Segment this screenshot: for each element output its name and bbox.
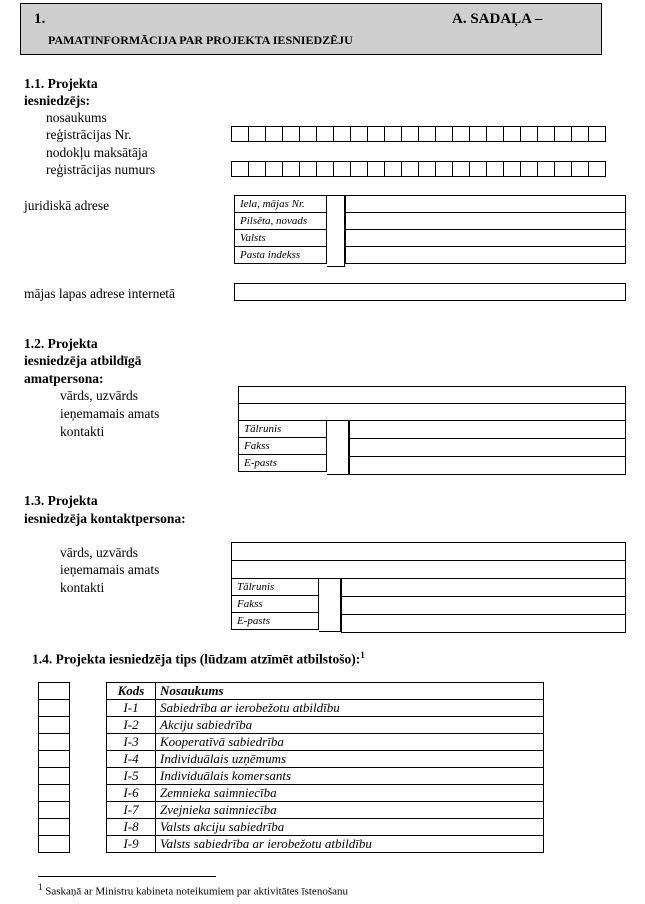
s12-title-line1: 1.2. Projekta (24, 336, 98, 351)
country-input[interactable] (345, 229, 626, 247)
table-row (107, 785, 544, 802)
phone-label: Tālrunis (231, 578, 319, 596)
type-code: I-3 (107, 734, 156, 751)
table-header-row (107, 683, 544, 700)
country-label: Valsts (234, 229, 327, 247)
official-contact-inputs (349, 420, 626, 475)
footnote-divider (38, 876, 216, 877)
checkbox-i1[interactable] (39, 700, 70, 717)
s13-title-line2: iesniedzēja kontaktpersona: (24, 511, 186, 526)
s11-title-line2: iesniedzējs: (24, 93, 90, 108)
official-position-label: ieņemamais amats (60, 406, 160, 421)
street-label: Iela, mājas Nr. (234, 195, 327, 213)
contact-name-input[interactable] (231, 542, 626, 561)
checkbox-i4[interactable] (39, 751, 70, 768)
type-name: Valsts sabiedrība ar ierobežotu atbildību (156, 836, 544, 853)
type-name: Valsts akciju sabiedrība (156, 819, 544, 836)
checkbox-i9[interactable] (39, 836, 70, 853)
fax-label: Fakss (238, 437, 327, 455)
contact-contact-labels (231, 578, 319, 630)
tax-nr-digit-boxes[interactable] (231, 161, 605, 177)
checkbox-header (39, 683, 70, 700)
official-contacts-label: kontakti (60, 424, 105, 439)
contact-position-label: ieņemamais amats (60, 562, 160, 577)
s13-title-line1: 1.3. Projekta (24, 493, 98, 508)
table-row (107, 802, 544, 819)
footnote (38, 882, 348, 898)
type-code: I-7 (107, 802, 156, 819)
website-label: mājas lapas adrese internetā (24, 286, 176, 301)
city-input[interactable] (345, 212, 626, 230)
s12-title-line2: iesniedzēja atbildīgā (24, 353, 142, 368)
table-row (107, 768, 544, 785)
official-fax-input[interactable] (349, 438, 626, 457)
contact-contact-inputs (341, 578, 626, 633)
s11-title-line1: 1.1. Projekta (24, 76, 98, 91)
type-name: Individuālais uzņēmums (156, 751, 544, 768)
postcode-input[interactable] (345, 246, 626, 264)
street-input[interactable] (345, 195, 626, 213)
section-subtitle: PAMATINFORMĀCIJA PAR PROJEKTA IESNIEDZĒJU (48, 33, 353, 47)
type-name: Akciju sabiedrība (156, 717, 544, 734)
type-name: Kooperatīvā sabiedrība (156, 734, 544, 751)
address-inputs (345, 195, 626, 264)
col-name: Nosaukums (156, 683, 544, 700)
reg-nr-digit-boxes[interactable] (231, 126, 605, 142)
contact-fax-input[interactable] (341, 596, 626, 615)
type-code: I-6 (107, 785, 156, 802)
official-position-input[interactable] (238, 403, 626, 421)
checkbox-i2[interactable] (39, 717, 70, 734)
name-label: nosaukums (46, 110, 107, 125)
fax-label: Fakss (231, 595, 319, 613)
table-row (107, 700, 544, 717)
contact-email-input[interactable] (341, 614, 626, 633)
official-contact-labels (238, 420, 327, 472)
checkbox-i6[interactable] (39, 785, 70, 802)
type-checkboxes (38, 682, 70, 853)
checkbox-i7[interactable] (39, 802, 70, 819)
type-code: I-5 (107, 768, 156, 785)
official-name-label: vārds, uzvārds (60, 388, 138, 403)
checkbox-i8[interactable] (39, 819, 70, 836)
type-name: Sabiedrība ar ierobežotu atbildību (156, 700, 544, 717)
contact-phone-input[interactable] (341, 578, 626, 597)
official-email-input[interactable] (349, 456, 626, 475)
contact-name-label: vārds, uzvārds (60, 545, 138, 560)
section-title: A. SADAĻA – (452, 11, 543, 27)
contact-position-input[interactable] (231, 560, 626, 579)
type-code: I-1 (107, 700, 156, 717)
legal-address-label: juridiskā adrese (24, 198, 110, 213)
col-code: Kods (107, 683, 156, 700)
table-row (107, 836, 544, 853)
reg-nr-label: reģistrācijas Nr. (46, 127, 132, 142)
official-phone-input[interactable] (349, 420, 626, 439)
s14-title: 1.4. Projekta iesniedzēja tips (lūdzam atzīmēt atbilstošo):$^1$ (32, 650, 365, 667)
website-input[interactable] (234, 283, 626, 301)
table-row (107, 819, 544, 836)
s12-title-line3: amatpersona: (24, 371, 104, 386)
type-code: I-4 (107, 751, 156, 768)
official-name-input[interactable] (238, 386, 626, 404)
type-name: Individuālais komersants (156, 768, 544, 785)
footnote-mark: 1 (38, 882, 43, 892)
type-table (106, 682, 544, 853)
footnote-ref: 1 (360, 650, 365, 660)
table-row (107, 734, 544, 751)
postcode-label: Pasta indekss (234, 246, 327, 264)
type-name: Zemnieka saimniecība (156, 785, 544, 802)
checkbox-i5[interactable] (39, 768, 70, 785)
city-label: Pilsēta, novads (234, 212, 327, 230)
table-row (107, 751, 544, 768)
contact-contacts-label: kontakti (60, 580, 105, 595)
table-row (107, 717, 544, 734)
address-spacer (327, 195, 345, 267)
type-code: I-9 (107, 836, 156, 853)
type-name: Zvejnieka saimniecība (156, 802, 544, 819)
phone-label: Tālrunis (238, 420, 327, 438)
tax-label-line1: nodokļu maksātāja (46, 145, 148, 160)
type-code: I-8 (107, 819, 156, 836)
checkbox-i3[interactable] (39, 734, 70, 751)
email-label: E-pasts (231, 612, 319, 630)
official-contact-spacer (327, 420, 349, 475)
contact-contact-spacer (319, 578, 341, 632)
address-labels (234, 195, 327, 264)
tax-label-line2: reģistrācijas numurs (46, 162, 156, 177)
email-label: E-pasts (238, 454, 327, 472)
type-code: I-2 (107, 717, 156, 734)
footnote-text: Saskaņā ar Ministru kabineta noteikumiem par aktivitātes īstenošanu (45, 885, 348, 898)
section-number: 1. (34, 11, 46, 27)
